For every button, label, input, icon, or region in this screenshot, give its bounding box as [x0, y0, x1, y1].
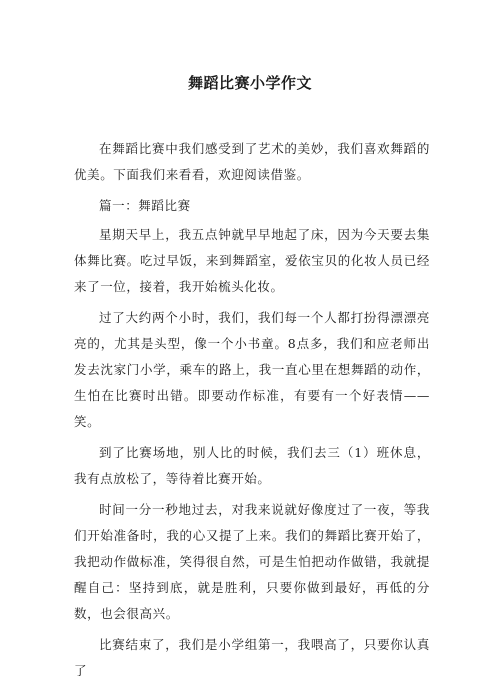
document-body: [74, 136, 430, 689]
body-paragraph: 时间一分一秒地过去，对我来说就好像度过了一夜，等我们开始准备时，我的心又提了上来。我们的舞蹈比赛开始了，我把动作做标准，笑得很自然，可是生怕把动作做错，我就提醒自己：坚持到底，就是胜利，只要你做到最好，再低的分数，也会很高兴。: [74, 502, 430, 621]
intro-paragraph: 在舞蹈比赛中我们感受到了艺术的美妙，我们喜欢舞蹈的优美。下面我们来看看，欢迎阅读借鉴。: [74, 141, 430, 182]
body-paragraph: 到了比赛场地，别人比的时候，我们去三（1）班休息，我有点放松了，等待着比赛开始。: [74, 445, 430, 486]
section-heading: 篇一：舞蹈比赛: [99, 198, 191, 213]
body-paragraph-cut: 比赛结束了，我们是小学组第一，我喂高了，只要你认真了: [74, 637, 430, 678]
body-paragraph: 星期天早上，我五点钟就早早地起了床，因为今天要去集体舞比赛。吃过早饭，来到舞蹈室，爱依宝贝的化妆人员已经来了一位，接着，我开始梳头化妆。: [74, 227, 430, 294]
document-title: 舞蹈比赛小学作文: [187, 74, 312, 92]
body-paragraph: 过了大约两个小时，我们，我们每一个人都打扮得漂漂亮亮的，尤其是头型，像一个小书童。8点多，我们和应老师出发去沈家门小学，乘车的路上，我一直心里在想舞蹈的动作，生怕在比赛时出错。即要动作标准，有要有一个好表情——笑。: [74, 310, 430, 429]
